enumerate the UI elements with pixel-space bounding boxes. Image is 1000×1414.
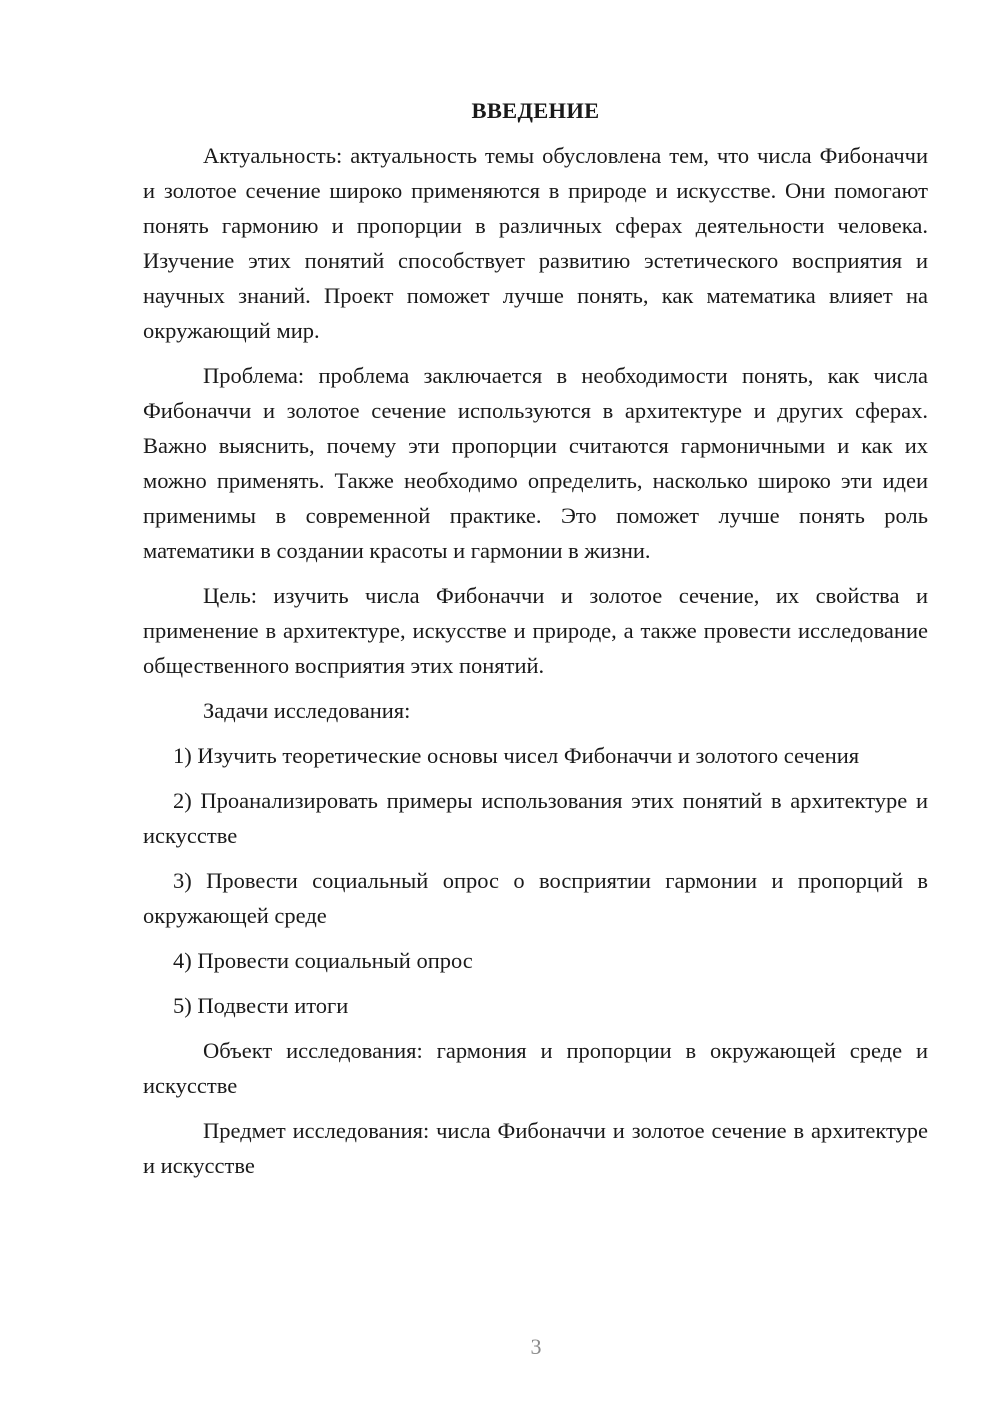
problem-paragraph: Проблема: проблема заключается в необходимости понять, как числа Фибоначчи и золотое сечение используются в архитектуре и других сферах. Важно выяснить, почему эти пропорции считаются гармоничными и как их можно применять. Также необходимо определить, насколько широко эти идеи применимы в современной практике. Это поможет лучше понять роль математики в создании красоты и гармонии в жизни. [143,363,928,563]
task-item: 2) Проанализировать примеры использования этих понятий в архитектуре и искусстве [143,788,928,848]
goal-paragraph: Цель: изучить числа Фибоначчи и золотое сечение, их свойства и применение в архитектуре, искусстве и природе, а также провести исследование общественного восприятия этих понятий. [143,583,928,678]
task-item: 5) Подвести итоги [173,993,349,1018]
task-item: 4) Провести социальный опрос [173,948,473,973]
subject-paragraph: Предмет исследования: числа Фибоначчи и золотое сечение в архитектуре и искусстве [143,1118,928,1178]
task-item: 1) Изучить теоретические основы чисел Фибоначчи и золотого сечения [173,743,860,768]
tasks-title: Задачи исследования: [203,698,411,723]
document-page [143,96,928,1193]
section-heading: ВВЕДЕНИЕ [471,98,600,123]
relevance-paragraph: Актуальность: актуальность темы обусловлена тем, что числа Фибоначчи и золотое сечение широко применяются в природе и искусстве. Они помогают понять гармонию и пропорции в различных сферах деятельности человека. Изучение этих понятий способствует развитию эстетического восприятия и научных знаний. Проект поможет лучше понять, как математика влияет на окружающий мир. [143,143,928,343]
page-number: 3 [530,1334,542,1359]
task-item: 3) Провести социальный опрос о восприятии гармонии и пропорций в окружающей среде [143,868,928,928]
object-paragraph: Объект исследования: гармония и пропорции в окружающей среде и искусстве [143,1038,928,1098]
